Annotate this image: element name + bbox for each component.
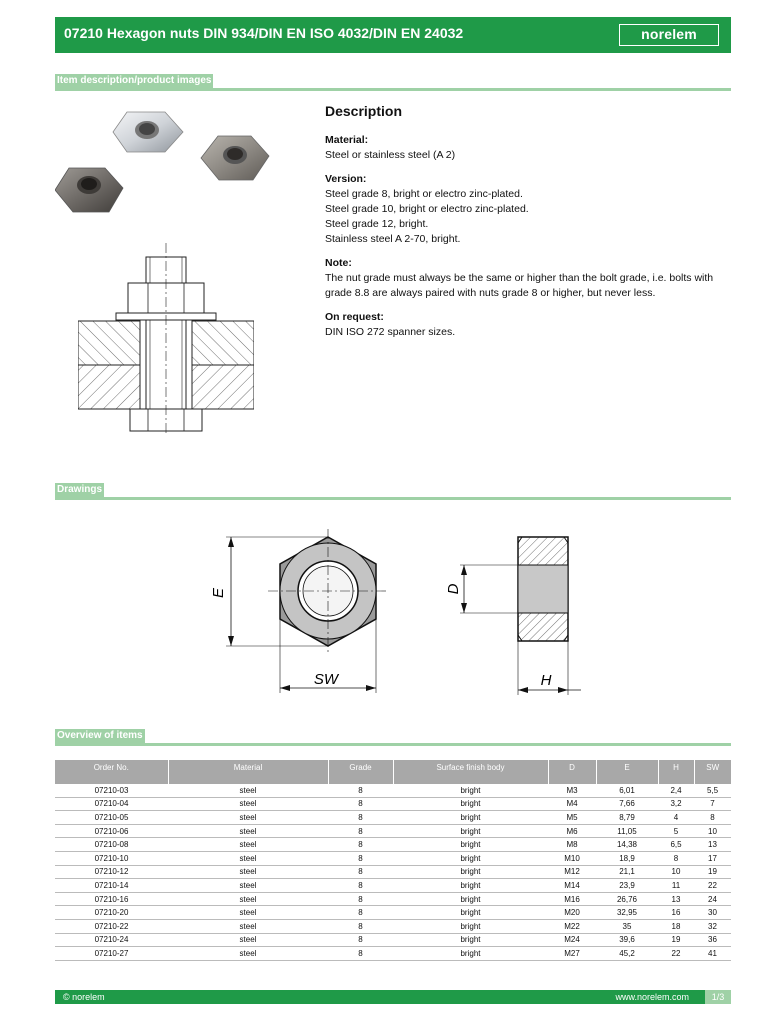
version-line: Stainless steel A 2-70, bright.: [325, 233, 461, 245]
cell-grade: 8: [328, 906, 393, 920]
cell-e: 8,79: [596, 811, 658, 825]
cell-order-no: 07210-12: [55, 865, 168, 879]
hex-nut-dimension-drawing: [196, 515, 591, 707]
cell-material: steel: [168, 811, 328, 825]
cell-h: 19: [658, 933, 694, 947]
cell-order-no: 07210-22: [55, 919, 168, 933]
cell-sw: 13: [694, 838, 731, 852]
dark-nut-image: [55, 168, 123, 212]
cell-h: 22: [658, 947, 694, 961]
cell-grade: 8: [328, 879, 393, 893]
cell-grade: 8: [328, 797, 393, 811]
cell-d: M3: [548, 784, 596, 797]
cell-surface-finish: bright: [393, 906, 548, 920]
dimension-label-e: E: [210, 587, 227, 599]
cell-h: 5: [658, 824, 694, 838]
cell-grade: 8: [328, 811, 393, 825]
cell-material: steel: [168, 947, 328, 961]
table-row: [55, 838, 731, 852]
cell-order-no: 07210-16: [55, 892, 168, 906]
cell-sw: 41: [694, 947, 731, 961]
cell-surface-finish: bright: [393, 865, 548, 879]
cell-e: 45,2: [596, 947, 658, 961]
cell-order-no: 07210-08: [55, 838, 168, 852]
cell-grade: 8: [328, 933, 393, 947]
cell-grade: 8: [328, 838, 393, 852]
cell-d: M16: [548, 892, 596, 906]
on-request-text: DIN ISO 272 spanner sizes.: [325, 326, 456, 338]
col-header-d: D: [548, 760, 596, 784]
norelem-logo: [619, 24, 719, 46]
cell-e: 6,01: [596, 784, 658, 797]
cell-h: 13: [658, 892, 694, 906]
cell-material: steel: [168, 879, 328, 893]
cell-h: 2,4: [658, 784, 694, 797]
version-line: Steel grade 8, bright or electro zinc-plated.: [325, 188, 523, 200]
cell-surface-finish: bright: [393, 879, 548, 893]
cell-d: M4: [548, 797, 596, 811]
table-row: [55, 851, 731, 865]
cell-grade: 8: [328, 824, 393, 838]
cell-e: 26,76: [596, 892, 658, 906]
cell-h: 18: [658, 919, 694, 933]
cell-order-no: 07210-24: [55, 933, 168, 947]
cell-d: M5: [548, 811, 596, 825]
cell-d: M10: [548, 851, 596, 865]
cell-sw: 32: [694, 919, 731, 933]
cell-surface-finish: bright: [393, 851, 548, 865]
cell-sw: 36: [694, 933, 731, 947]
cell-h: 11: [658, 879, 694, 893]
cell-d: M27: [548, 947, 596, 961]
cell-sw: 24: [694, 892, 731, 906]
dimension-label-h: H: [540, 672, 552, 689]
cell-grade: 8: [328, 919, 393, 933]
cell-material: steel: [168, 865, 328, 879]
cell-order-no: 07210-27: [55, 947, 168, 961]
cell-material: steel: [168, 797, 328, 811]
product-photo-nuts: [55, 100, 275, 220]
table-row: [55, 919, 731, 933]
cell-surface-finish: bright: [393, 824, 548, 838]
cell-material: steel: [168, 838, 328, 852]
cell-grade: 8: [328, 865, 393, 879]
cell-surface-finish: bright: [393, 892, 548, 906]
cell-material: steel: [168, 906, 328, 920]
cell-e: 7,66: [596, 797, 658, 811]
cell-surface-finish: bright: [393, 933, 548, 947]
cell-order-no: 07210-04: [55, 797, 168, 811]
cell-e: 21,1: [596, 865, 658, 879]
table-row: [55, 797, 731, 811]
table-row: [55, 892, 731, 906]
table-row: [55, 824, 731, 838]
cell-h: 3,2: [658, 797, 694, 811]
section-divider: [55, 88, 731, 91]
cell-sw: 7: [694, 797, 731, 811]
note-label: Note:: [325, 257, 352, 269]
cell-order-no: 07210-10: [55, 851, 168, 865]
items-table: [55, 760, 731, 961]
footer-copyright: © norelem: [63, 992, 105, 1002]
cell-d: M12: [548, 865, 596, 879]
table-body: [55, 784, 731, 960]
cell-sw: 17: [694, 851, 731, 865]
on-request-label: On request:: [325, 311, 384, 323]
col-header-material: Material: [168, 760, 328, 784]
zinc-nut-image: [113, 112, 183, 152]
col-header-h: H: [658, 760, 694, 784]
note-text: The nut grade must always be the same or higher than the bolt grade, i.e. bolts with grade 8.8 are always paired with nuts grade 8 or higher, but never less.: [325, 272, 714, 299]
cell-h: 8: [658, 851, 694, 865]
cell-sw: 8: [694, 811, 731, 825]
table-row: [55, 906, 731, 920]
cell-material: steel: [168, 784, 328, 797]
cell-d: M20: [548, 906, 596, 920]
page-title: 07210 Hexagon nuts DIN 934/DIN EN ISO 4032/DIN EN 24032: [64, 25, 464, 41]
cell-material: steel: [168, 851, 328, 865]
table-header-row: [55, 760, 731, 784]
dimension-label-sw: SW: [313, 671, 339, 688]
material-text: Steel or stainless steel (A 2): [325, 149, 456, 161]
table-row: [55, 811, 731, 825]
cell-surface-finish: bright: [393, 811, 548, 825]
cell-e: 39,6: [596, 933, 658, 947]
table-row: [55, 879, 731, 893]
col-header-surface-finish: Surface finish body: [393, 760, 548, 784]
section-label-drawings: Drawings: [57, 484, 103, 495]
section-label-overview: Overview of items: [57, 730, 143, 741]
section-divider: [55, 743, 731, 746]
table-row: [55, 933, 731, 947]
table-row: [55, 947, 731, 961]
col-header-grade: Grade: [328, 760, 393, 784]
table-row: [55, 784, 731, 797]
version-line: Steel grade 10, bright or electro zinc-plated.: [325, 203, 529, 215]
cell-material: steel: [168, 892, 328, 906]
cell-sw: 22: [694, 879, 731, 893]
material-label: Material:: [325, 134, 369, 146]
cell-h: 10: [658, 865, 694, 879]
cell-surface-finish: bright: [393, 797, 548, 811]
cell-h: 6,5: [658, 838, 694, 852]
version-line: Steel grade 12, bright.: [325, 218, 429, 230]
section-label-item-description: Item description/product images: [57, 75, 212, 86]
cell-d: M22: [548, 919, 596, 933]
page-header: [55, 17, 731, 53]
cell-order-no: 07210-14: [55, 879, 168, 893]
cell-order-no: 07210-05: [55, 811, 168, 825]
cell-sw: 19: [694, 865, 731, 879]
cell-e: 23,9: [596, 879, 658, 893]
page-number: 1/3: [705, 990, 731, 1004]
cell-material: steel: [168, 933, 328, 947]
cell-order-no: 07210-03: [55, 784, 168, 797]
cell-e: 35: [596, 919, 658, 933]
cell-order-no: 07210-06: [55, 824, 168, 838]
cell-h: 16: [658, 906, 694, 920]
cell-grade: 8: [328, 947, 393, 961]
cell-h: 4: [658, 811, 694, 825]
description-heading: Description: [325, 103, 403, 119]
logo-text: norelem: [641, 26, 697, 42]
cell-e: 32,95: [596, 906, 658, 920]
cell-d: M8: [548, 838, 596, 852]
table-row: [55, 865, 731, 879]
col-header-sw: SW: [694, 760, 731, 784]
cell-sw: 30: [694, 906, 731, 920]
cell-d: M24: [548, 933, 596, 947]
cell-material: steel: [168, 919, 328, 933]
cell-grade: 8: [328, 851, 393, 865]
col-header-order-no: Order No.: [55, 760, 168, 784]
cell-material: steel: [168, 824, 328, 838]
cell-grade: 8: [328, 784, 393, 797]
cell-surface-finish: bright: [393, 919, 548, 933]
section-divider: [55, 497, 731, 500]
col-header-e: E: [596, 760, 658, 784]
cell-e: 14,38: [596, 838, 658, 852]
cell-sw: 5,5: [694, 784, 731, 797]
version-lines: [325, 187, 735, 247]
stainless-nut-image: [201, 136, 269, 180]
cell-e: 18,9: [596, 851, 658, 865]
cell-d: M14: [548, 879, 596, 893]
cell-grade: 8: [328, 892, 393, 906]
cell-surface-finish: bright: [393, 838, 548, 852]
cell-surface-finish: bright: [393, 947, 548, 961]
description-block: [325, 104, 735, 349]
cell-order-no: 07210-20: [55, 906, 168, 920]
cell-surface-finish: bright: [393, 784, 548, 797]
bolt-assembly-drawing: [78, 243, 254, 435]
cell-e: 11,05: [596, 824, 658, 838]
footer-url: www.norelem.com: [615, 992, 689, 1002]
cell-sw: 10: [694, 824, 731, 838]
cell-d: M6: [548, 824, 596, 838]
version-label: Version:: [325, 173, 367, 185]
dimension-label-d: D: [445, 583, 462, 595]
page-footer: [55, 990, 731, 1004]
